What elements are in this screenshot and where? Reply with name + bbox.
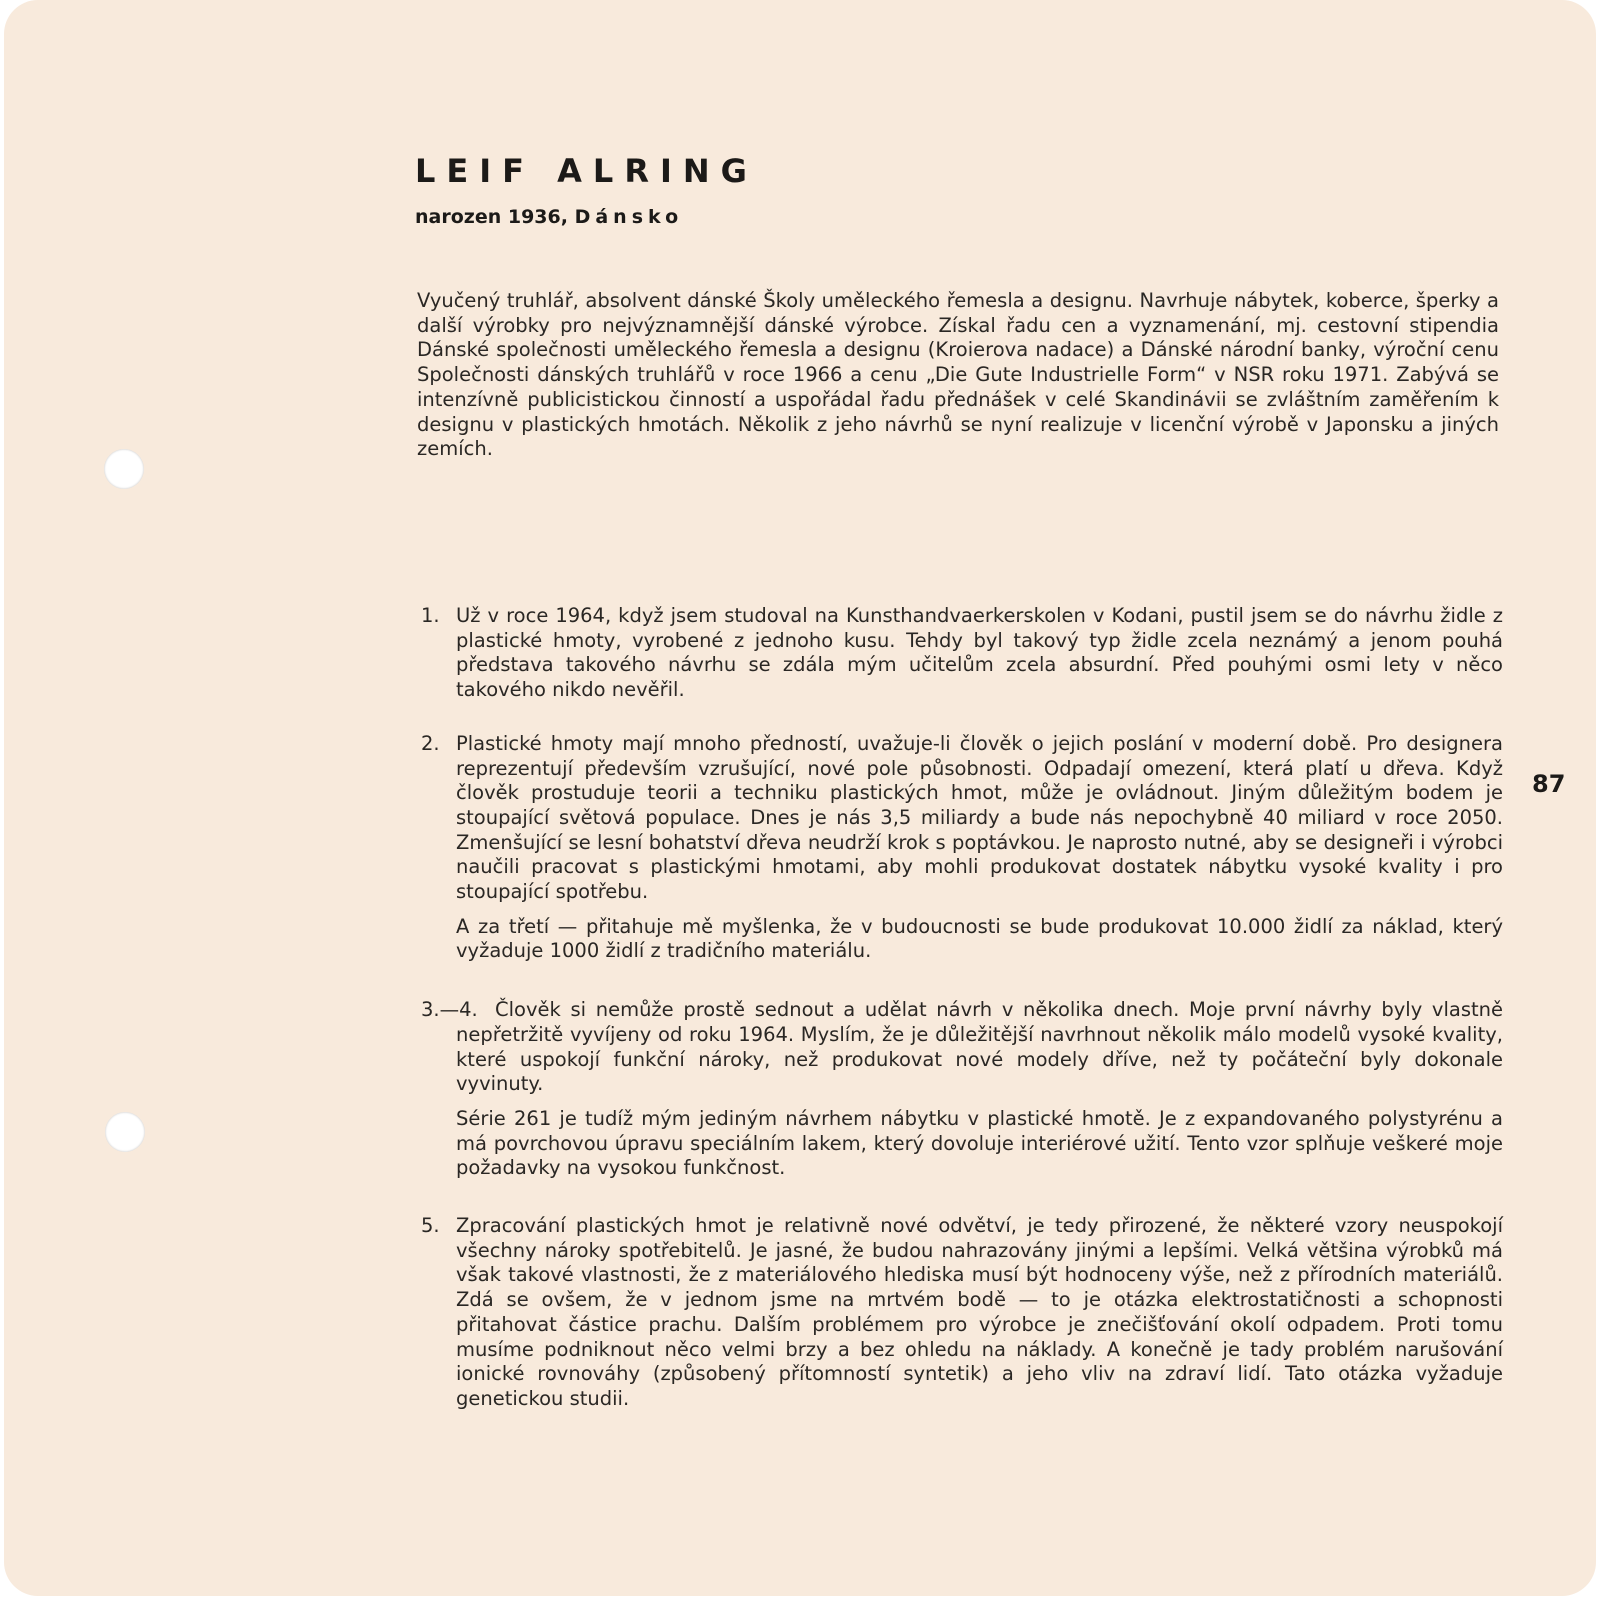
answer-item xyxy=(421,732,1503,964)
binder-hole-lower xyxy=(105,1112,145,1152)
answer-number: 1. xyxy=(421,604,440,627)
designer-name: LEIF ALRING xyxy=(415,152,758,190)
birth-year: narozen 1936, xyxy=(415,206,568,228)
birth-country: Dánsko xyxy=(574,206,684,228)
answer-paragraph: Člověk si nemůže prostě sednout a udělat návrh v několika dnech. Moje první návrhy byly vlastně nepřetržitě vyvíjeny od roku 1964. Myslím, že je důležitější navrhnout několik málo modelů vysoké kvality, které uspokojí funkční nároky, než produkovat nové modely dříve, než ty počáteční byly dokonale vyvinuty. xyxy=(456,998,1503,1096)
answer-paragraph: Série 261 je tudíž mým jediným návrhem nábytku v plastické hmotě. Je z expandovaného polystyrénu a má povrchovou úpravu speciálním lakem, který dovoluje interiérové užití. Tento vzor splňuje veškeré moje požadavky na vysokou funkčnost. xyxy=(456,1106,1503,1180)
document-page xyxy=(4,0,1596,1596)
biography-paragraph: Vyučený truhlář, absolvent dánské Školy uměleckého řemesla a designu. Navrhuje nábytek, koberce, šperky a další výrobky pro nejvýznamnější dánské výrobce. Získal řadu cen a vyznamenání, mj. cestovní stipendia Dánské společnosti uměleckého řemesla a designu (Kroierova nadace) a Dánské národní banky, výroční cenu Společnosti dánských truhlářů v roce 1966 a cenu „Die Gute Industrielle Form“ v NSR roku 1971. Zabývá se intenzívně publicistickou činností a uspořádal řadu přednášek v celé Skandinávii se zvláštním zaměřením k designu v plastických hmotách. Několik z jeho návrhů se nyní realizuje v licenční výrobě v Japonsku a jiných zemích. xyxy=(417,289,1499,461)
answer-item xyxy=(421,604,1503,703)
answer-number: 3.—4. xyxy=(421,998,478,1022)
answer-paragraph: Zpracování plastických hmot je relativně nové odvětví, je tedy přirozené, že některé vzory neuspokojí všechny nároky spotřebitelů. Je jasné, že budou nahrazovány jinými a lepšími. Velká většina výrobků má však takové vlastnosti, že z materiálového hlediska musí být hodnoceny výše, než z přírodních materiálů. Zdá se ovšem, že v jednom jsme na mrtvém bodě — to je otázka elektrostatičnosti a schopnosti přitahovat částice prachu. Dalším problémem pro výrobce je znečišťování okolí odpadem. Proti tomu musíme podniknout něco velmi brzy a bez ohledu na náklady. A konečně je tady problém narušování ionické rovnováhy (způsobený přítomností syntetik) a jeho vliv na zdraví lidí. Tato otázka vyžaduje genetickou studii. xyxy=(456,1214,1503,1410)
answer-paragraph: A za třetí — přitahuje mě myšlenka, že v budoucnosti se bude produkovat 10.000 židlí za náklad, který vyžaduje 1000 židlí z tradičního materiálu. xyxy=(456,914,1503,963)
answer-paragraph: Už v roce 1964, když jsem studoval na Kunsthandvaerkerskolen v Kodani, pustil jsem se do návrhu židle z plastické hmoty, vyrobené z jednoho kusu. Tehdy byl takový typ židle zcela neznámý a jenom pouhá představa takového návrhu se zdála mým učitelům zcela absurdní. Před pouhými osmi lety v něco takového nikdo nevěřil. xyxy=(456,604,1503,702)
binder-hole-upper xyxy=(104,449,144,489)
birth-info xyxy=(415,206,683,228)
answer-paragraph: Plastické hmoty mají mnoho předností, uvažuje-li člověk o jejich poslání v moderní době. Pro designera reprezentují především vzrušující, nové pole působnosti. Odpadají omezení, která platí u dřeva. Když člověk prostuduje teorii a techniku plastických hmot, může je ovládnout. Jiným důležitým bodem je stoupající světová populace. Dnes je nás 3,5 miliardy a bude nás nepochybně 40 miliard v roce 2050. Zmenšující se lesní bohatství dřeva neudrží krok s poptávkou. Je naprosto nutné, aby se designeři i výrobci naučili pracovat s plastickými hmotami, aby mohli produkovat dostatek nábytku vysoké kvality i pro stoupající spotřebu. xyxy=(456,731,1503,904)
answer-item xyxy=(421,1214,1503,1412)
answer-number: 5. xyxy=(421,1214,440,1238)
answers-list xyxy=(421,604,1503,1412)
answer-number: 2. xyxy=(421,731,440,755)
page-number: 87 xyxy=(1532,770,1566,798)
answer-item xyxy=(421,998,1503,1181)
